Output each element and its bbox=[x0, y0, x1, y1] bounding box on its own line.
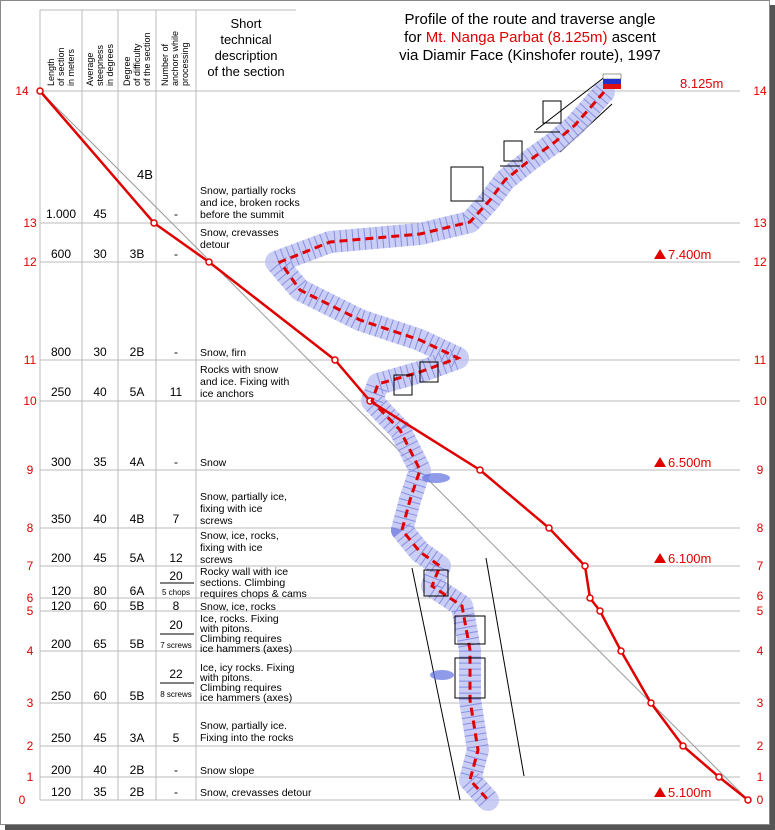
traverse-node bbox=[206, 259, 212, 265]
cell-length: 200 bbox=[50, 763, 72, 777]
cell-anchors: - bbox=[174, 455, 178, 469]
cell-desc: and ice. Fixing with bbox=[200, 376, 290, 388]
cell-steep: 40 bbox=[93, 512, 107, 526]
level-label: 2 bbox=[26, 739, 34, 753]
cell-anchors: 20 bbox=[169, 569, 183, 583]
level-label: 0 bbox=[18, 793, 26, 807]
cell-grade: 5B bbox=[129, 599, 145, 613]
cell-anchors: 20 bbox=[169, 618, 183, 632]
level-label: 12 bbox=[23, 255, 37, 269]
level-label: 14 bbox=[15, 84, 29, 98]
traverse-node bbox=[618, 648, 624, 654]
cell-desc: Snow, partially ice. bbox=[200, 720, 287, 732]
level-label: 1 bbox=[26, 770, 34, 784]
cell-length: 250 bbox=[50, 385, 72, 399]
cell-steep: 60 bbox=[93, 689, 107, 703]
cell-steep: 40 bbox=[93, 763, 107, 777]
cell-anchors: 12 bbox=[169, 551, 183, 565]
cell-desc: Snow, firn bbox=[200, 347, 247, 359]
level-label: 7 bbox=[756, 559, 764, 573]
title-block bbox=[399, 11, 661, 64]
cell-desc: fixing with ice bbox=[200, 503, 263, 515]
cell-length: 250 bbox=[50, 731, 72, 745]
altitude-label: 6.100m bbox=[668, 551, 712, 566]
camp-box bbox=[543, 101, 561, 123]
cell-grade: 3A bbox=[129, 731, 145, 745]
level-label: 6 bbox=[756, 589, 764, 603]
cell-desc: Climbing requires bbox=[200, 682, 282, 694]
traverse-node bbox=[597, 608, 603, 614]
cell-length: 300 bbox=[50, 455, 72, 469]
cell-desc: and ice, broken rocks bbox=[200, 197, 300, 209]
traverse-node bbox=[37, 88, 43, 94]
desc-header-line: Short bbox=[230, 16, 262, 31]
level-label: 12 bbox=[753, 255, 767, 269]
col-header-anchors-1: Number of bbox=[160, 43, 170, 86]
cell-desc: Snow, partially rocks bbox=[200, 185, 296, 197]
title-line-3: via Diamir Face (Kinshofer route), 1997 bbox=[399, 47, 661, 64]
altitude-markers bbox=[654, 76, 723, 800]
cell-desc: sections. Climbing bbox=[200, 577, 286, 589]
desc-header-line: technical bbox=[220, 32, 272, 47]
cell-steep: 60 bbox=[93, 599, 107, 613]
desc-header-line: of the section bbox=[207, 64, 285, 79]
level-label: 3 bbox=[26, 696, 34, 710]
traverse-node bbox=[582, 563, 588, 569]
cell-grade: 4B bbox=[129, 512, 145, 526]
cell-length: 200 bbox=[50, 551, 72, 565]
col-header-grade-1: Degree bbox=[122, 56, 132, 86]
cell-desc: Snow bbox=[200, 457, 227, 469]
cell-anchors: 7 bbox=[172, 512, 180, 526]
cell-desc: Snow, ice, rocks bbox=[200, 601, 276, 613]
altitude-label: 7.400m bbox=[668, 247, 712, 262]
cell-desc: fixing with ice bbox=[200, 542, 263, 554]
col-header-length-3: in meters bbox=[66, 48, 76, 86]
cell-grade: 4A bbox=[129, 455, 145, 469]
cell-desc: detour bbox=[200, 239, 230, 251]
level-grid bbox=[40, 10, 748, 800]
col-header-length-2: of section bbox=[56, 47, 66, 86]
cell-steep: 40 bbox=[93, 385, 107, 399]
cell-grade: 2B bbox=[129, 763, 145, 777]
level-label: 10 bbox=[23, 394, 37, 408]
cell-anchors: 11 bbox=[169, 385, 183, 399]
cell-grade: 5B bbox=[129, 637, 145, 651]
level-label: 10 bbox=[753, 394, 767, 408]
cell-desc: ice anchors bbox=[200, 388, 254, 400]
cell-anchors: 5 bbox=[172, 731, 180, 745]
col-header-anchors-3: processing bbox=[180, 42, 190, 86]
description-header bbox=[207, 16, 284, 79]
cell-anchors-note: 5 chops bbox=[161, 588, 191, 597]
cell-steep: 35 bbox=[93, 455, 107, 469]
level-label: 4 bbox=[756, 644, 764, 658]
level-label: 14 bbox=[753, 84, 767, 98]
cell-desc: Snow, ice, rocks, bbox=[200, 530, 279, 542]
traverse-node bbox=[648, 700, 654, 706]
cell-steep: 45 bbox=[93, 551, 107, 565]
level-label: 5 bbox=[26, 604, 34, 618]
camp-box bbox=[451, 167, 483, 201]
level-label: 13 bbox=[753, 216, 767, 230]
cell-desc: Fixing into the rocks bbox=[200, 732, 294, 744]
level-label: 6 bbox=[26, 591, 34, 605]
col-header-grade-2: of difficulty bbox=[132, 43, 142, 86]
cell-grade: 5B bbox=[129, 689, 145, 703]
cell-steep: 45 bbox=[93, 731, 107, 745]
traverse-node bbox=[546, 525, 552, 531]
level-labels-right bbox=[753, 84, 767, 807]
traverse-node bbox=[587, 595, 593, 601]
cell-grade: 5A bbox=[129, 551, 145, 565]
cell-grade: 5A bbox=[129, 385, 145, 399]
traverse-node bbox=[680, 743, 686, 749]
cell-anchors-note: 8 screws bbox=[160, 690, 192, 699]
cell-desc: Climbing requires bbox=[200, 633, 282, 645]
cell-steep: 30 bbox=[93, 247, 107, 261]
level-label: 11 bbox=[753, 353, 767, 367]
cell-anchors: 22 bbox=[169, 667, 183, 681]
cell-desc: Rocky wall with ice bbox=[200, 566, 289, 578]
cell-desc: Snow, crevasses detour bbox=[200, 787, 312, 799]
traverse-node bbox=[151, 220, 157, 226]
cell-steep: 45 bbox=[93, 207, 107, 221]
level-label: 0 bbox=[756, 793, 764, 807]
cell-desc: Ice, rocks. Fixing bbox=[200, 613, 279, 625]
cell-desc: ice hammers (axes) bbox=[200, 643, 293, 655]
ice-patch-icon bbox=[430, 670, 454, 680]
cell-length: 120 bbox=[50, 584, 72, 598]
cell-steep: 35 bbox=[93, 785, 107, 799]
cell-desc: requires chops & cams bbox=[200, 588, 307, 600]
cell-desc: before the summit bbox=[200, 209, 285, 221]
cell-anchors: - bbox=[174, 785, 178, 799]
traverse-node bbox=[745, 797, 751, 803]
cell-steep: 80 bbox=[93, 584, 107, 598]
desc-header-line: description bbox=[214, 48, 278, 63]
cell-length: 120 bbox=[50, 785, 72, 799]
cell-desc: screws bbox=[200, 554, 233, 566]
level-label: 8 bbox=[756, 521, 764, 535]
cell-desc: Snow slope bbox=[200, 765, 255, 777]
col-header-steep-1: Average bbox=[85, 52, 95, 86]
cell-desc: with pitons. bbox=[200, 623, 253, 635]
level-label: 11 bbox=[23, 353, 37, 367]
title-line-2: for Mt. Nanga Parbat (8.125m) ascent bbox=[404, 29, 656, 46]
cell-length: 350 bbox=[50, 512, 72, 526]
cell-anchors: - bbox=[174, 207, 178, 221]
level-label: 1 bbox=[756, 770, 764, 784]
col-header-steep-3: in degrees bbox=[105, 43, 115, 86]
altitude-triangle-icon bbox=[654, 249, 666, 259]
col-header-steep-2: steepness bbox=[95, 44, 105, 86]
title-line-1: Profile of the route and traverse angle bbox=[404, 11, 656, 28]
cell-desc: Snow, partially ice, bbox=[200, 491, 287, 503]
section-table bbox=[46, 185, 312, 799]
cell-anchors: 8 bbox=[172, 599, 180, 613]
cell-length: 200 bbox=[50, 637, 72, 651]
cell-desc: Snow, crevasses bbox=[200, 227, 279, 239]
traverse-node bbox=[716, 774, 722, 780]
cell-grade: 3B bbox=[129, 247, 145, 261]
altitude-label: 6.500m bbox=[668, 455, 712, 470]
level-label: 9 bbox=[756, 463, 764, 477]
col-header-length-1: Length bbox=[46, 58, 56, 86]
altitude-label: 8.125m bbox=[680, 76, 724, 91]
cell-grade: 6A bbox=[129, 584, 145, 598]
level-label: 13 bbox=[23, 216, 37, 230]
level-label: 7 bbox=[26, 559, 34, 573]
level-label: 5 bbox=[756, 604, 764, 618]
altitude-triangle-icon bbox=[654, 553, 666, 563]
cell-desc: Rocks with snow bbox=[200, 364, 279, 376]
russian-flag-icon bbox=[603, 74, 621, 89]
level-label: 2 bbox=[756, 739, 764, 753]
level-labels-left bbox=[15, 84, 37, 807]
level-label: 9 bbox=[26, 463, 34, 477]
cell-steep: 30 bbox=[93, 345, 107, 359]
col-header-anchors-2: anchors while bbox=[170, 30, 180, 86]
camp-boxes bbox=[394, 101, 561, 698]
cell-steep: 65 bbox=[93, 637, 107, 651]
cell-anchors: - bbox=[174, 345, 178, 359]
title-mountain: Mt. Nanga Parbat (8.125m) bbox=[425, 29, 608, 46]
cell-desc: Ice, icy rocks. Fixing bbox=[200, 662, 295, 674]
traverse-node bbox=[332, 357, 338, 363]
cell-desc: with pitons. bbox=[200, 672, 253, 684]
cell-length: 1.000 bbox=[45, 207, 77, 221]
cell-length: 250 bbox=[50, 689, 72, 703]
cell-desc: screws bbox=[200, 515, 233, 527]
level-label: 4 bbox=[26, 644, 34, 658]
cell-grade: 2B bbox=[129, 785, 145, 799]
cell-anchors: - bbox=[174, 763, 178, 777]
top-grade: 4B bbox=[137, 167, 153, 182]
cell-anchors: - bbox=[174, 247, 178, 261]
level-label: 8 bbox=[26, 521, 34, 535]
cell-length: 120 bbox=[50, 599, 72, 613]
altitude-label: 5.100m bbox=[668, 785, 712, 800]
ice-patch-icon bbox=[422, 473, 450, 483]
cell-length: 600 bbox=[50, 247, 72, 261]
col-header-grade-3: of the section bbox=[142, 32, 152, 86]
level-label: 3 bbox=[756, 696, 764, 710]
cell-anchors-note: 7 screws bbox=[160, 641, 192, 650]
altitude-triangle-icon bbox=[654, 787, 666, 797]
altitude-triangle-icon bbox=[654, 457, 666, 467]
cell-grade: 2B bbox=[129, 345, 145, 359]
cell-length: 800 bbox=[50, 345, 72, 359]
cell-desc: ice hammers (axes) bbox=[200, 692, 293, 704]
traverse-node bbox=[477, 467, 483, 473]
